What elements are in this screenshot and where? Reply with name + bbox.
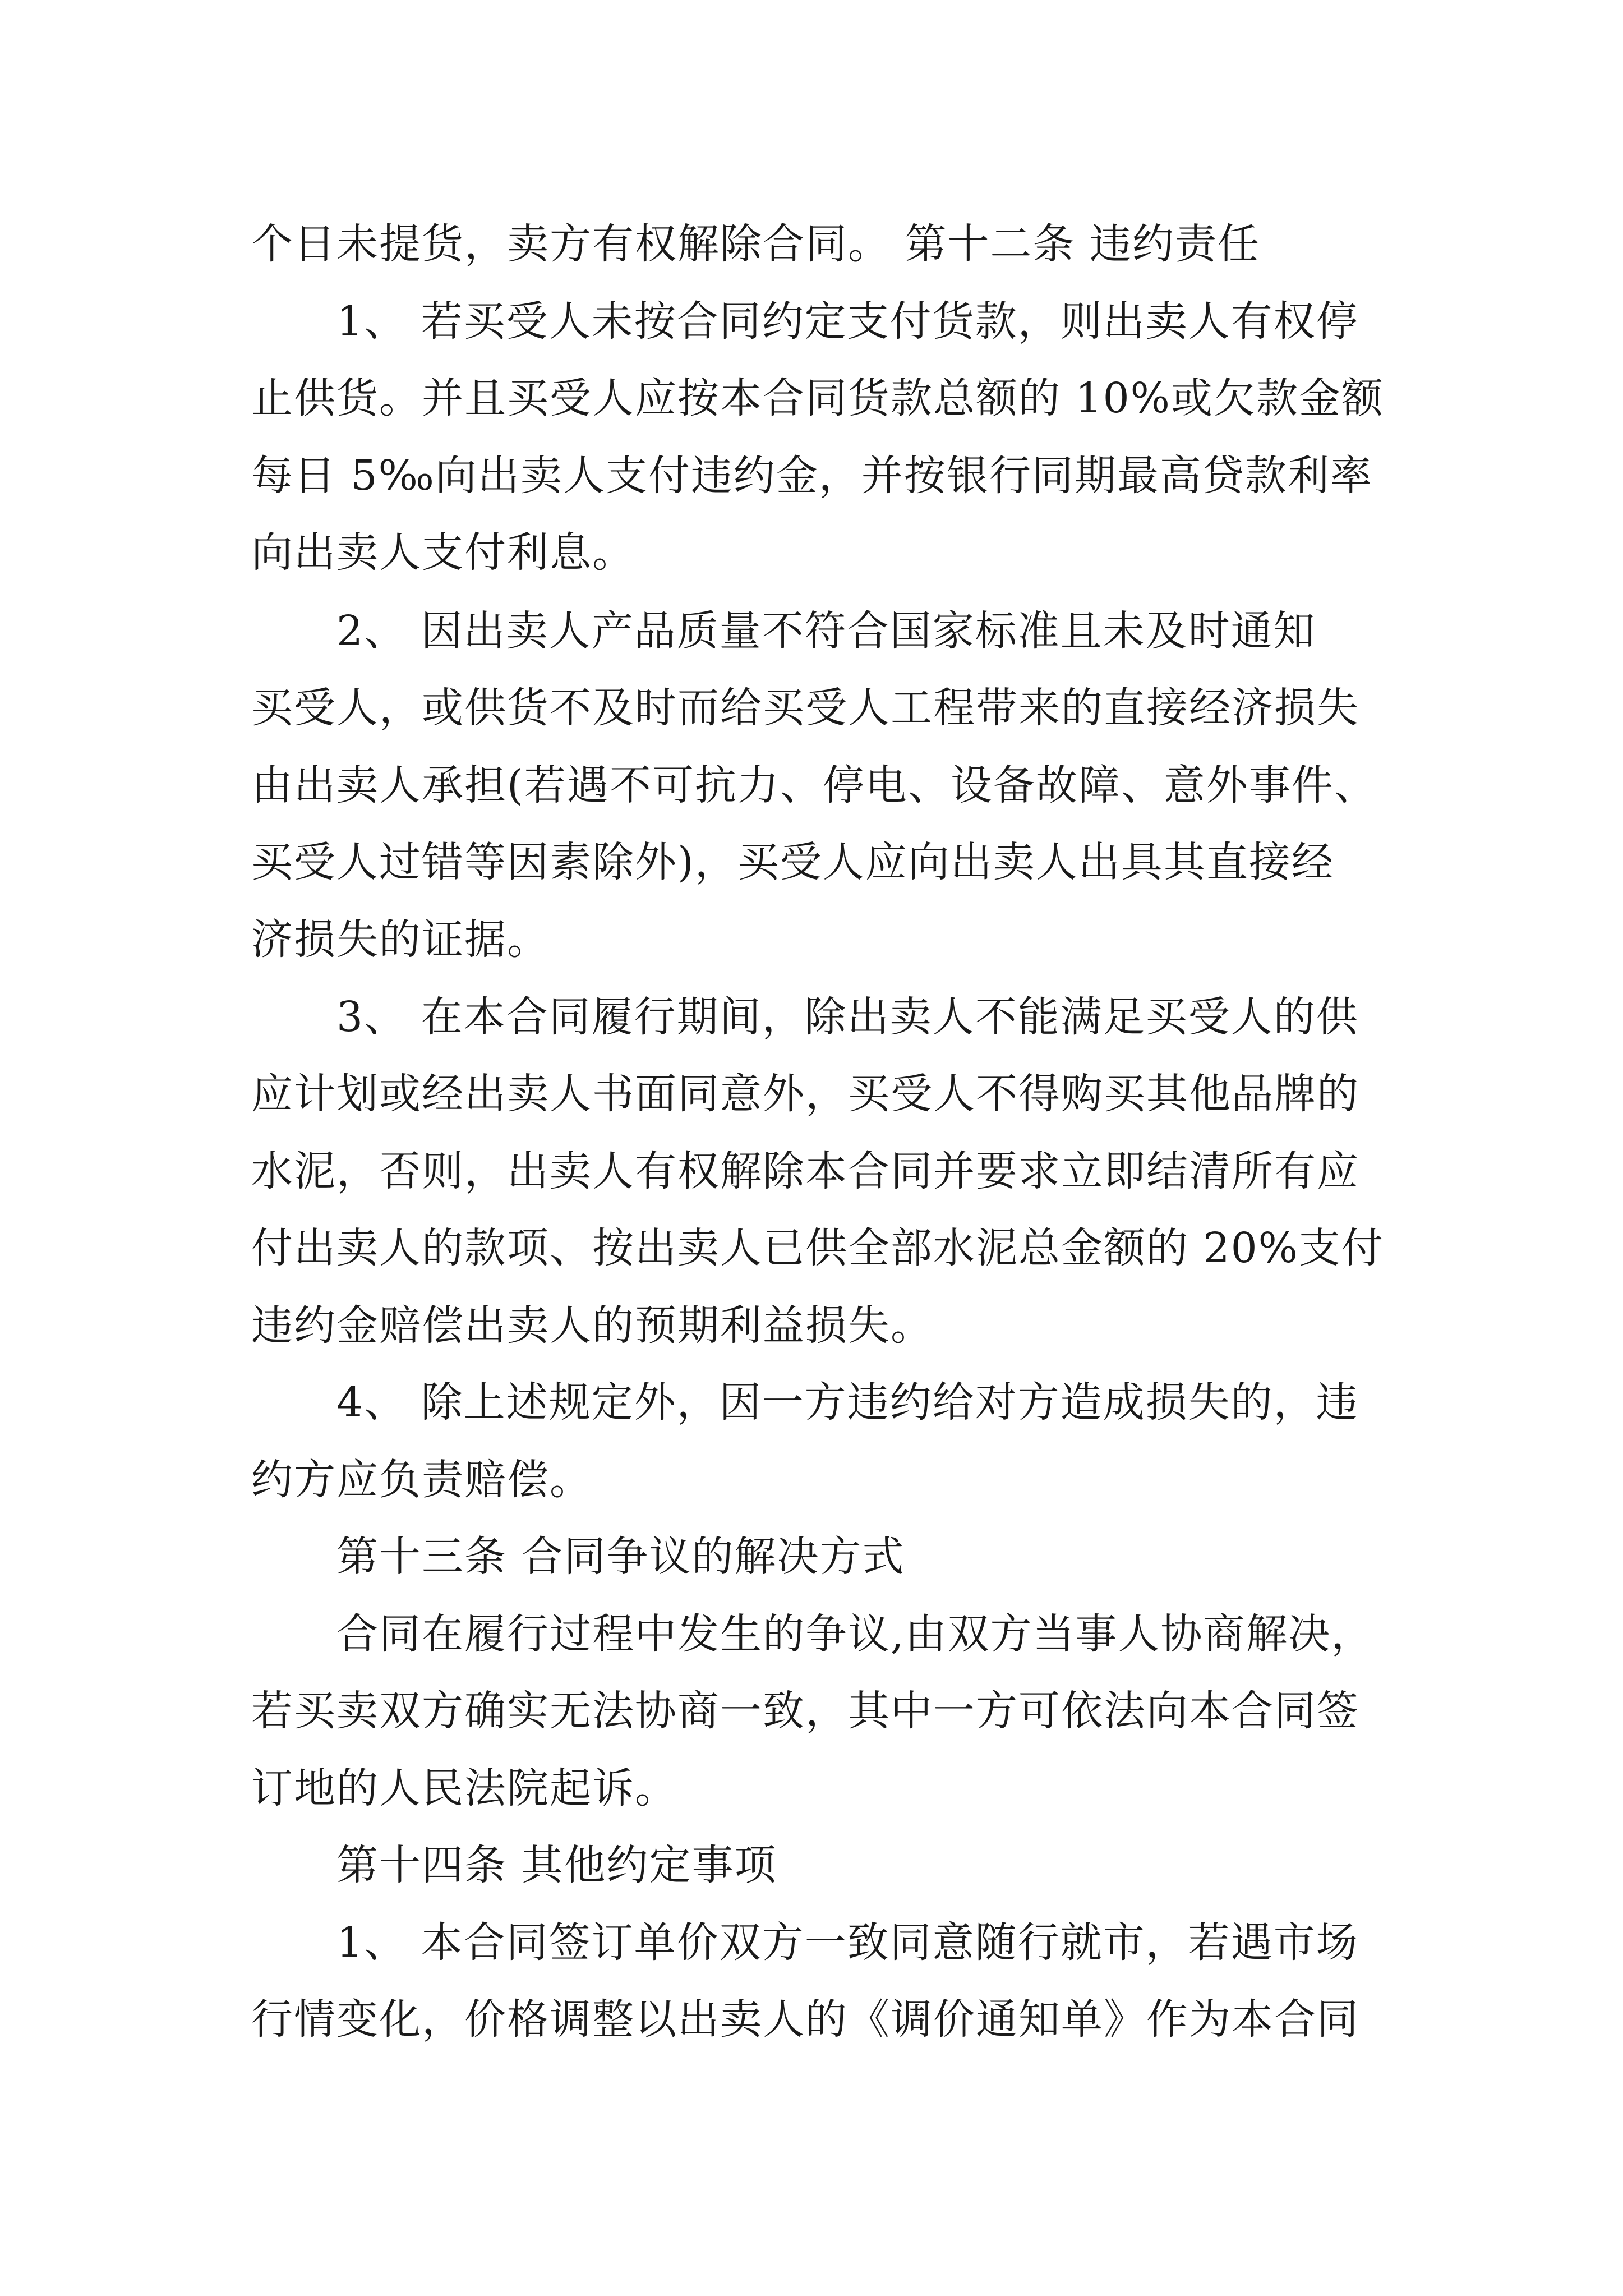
text-line: 付出卖人的款项、按出卖人已供全部水泥总金额的 20%支付 [251, 1224, 1384, 1272]
text-line: 若买卖双方确实无法协商一致，其中一方可依法向本合同签 [251, 1687, 1359, 1735]
clause-12-item-3: 3、 在本合同履行期间，除出卖人不能满足买受人的供 [336, 993, 1359, 1041]
clause-12-item-1: 1、 若买受人未按合同约定支付货款，则出卖人有权停 [336, 297, 1359, 346]
text-line: 买受人过错等因素除外)，买受人应向出卖人出具其直接经 [251, 838, 1334, 886]
text-line: 行情变化，价格调整以出卖人的《调价通知单》作为本合同 [251, 1995, 1359, 2044]
text-line: 买受人，或供货不及时而给买受人工程带来的直接经济损失 [251, 684, 1359, 732]
text-line: 个日未提货，卖方有权解除合同。 第十二条 违约责任 [251, 220, 1261, 268]
clause-14-item-1: 1、 本合同签订单价双方一致同意随行就市，若遇市场 [336, 1918, 1359, 1967]
text-line: 每日 5‰向出卖人支付违约金，并按银行同期最高贷款利率 [251, 452, 1373, 500]
clause-13-heading: 第十三条 合同争议的解决方式 [336, 1533, 905, 1581]
text-line: 向出卖人支付利息。 [251, 528, 635, 577]
text-line: 约方应负责赔偿。 [251, 1456, 592, 1504]
text-line: 由出卖人承担(若遇不可抗力、停电、设备故障、意外事件、 [251, 761, 1377, 809]
text-line: 止供货。并且买受人应按本合同货款总额的 10%或欠款金额 [251, 374, 1384, 422]
clause-13-body: 合同在履行过程中发生的争议,由双方当事人协商解决， [336, 1610, 1374, 1658]
clause-12-item-2: 2、 因出卖人产品质量不符合国家标准且未及时通知 [336, 607, 1316, 655]
text-line: 应计划或经出卖人书面同意外，买受人不得购买其他品牌的 [251, 1070, 1359, 1118]
text-line: 违约金赔偿出卖人的预期利益损失。 [251, 1301, 933, 1350]
clause-12-item-4: 4、 除上述规定外，因一方违约给对方造成损失的，违 [336, 1378, 1359, 1427]
text-line: 水泥，否则，出卖人有权解除本合同并要求立即结清所有应 [251, 1147, 1359, 1195]
text-line: 济损失的证据。 [251, 915, 550, 964]
clause-14-heading: 第十四条 其他约定事项 [336, 1841, 777, 1889]
text-line: 订地的人民法院起诉。 [251, 1764, 677, 1812]
